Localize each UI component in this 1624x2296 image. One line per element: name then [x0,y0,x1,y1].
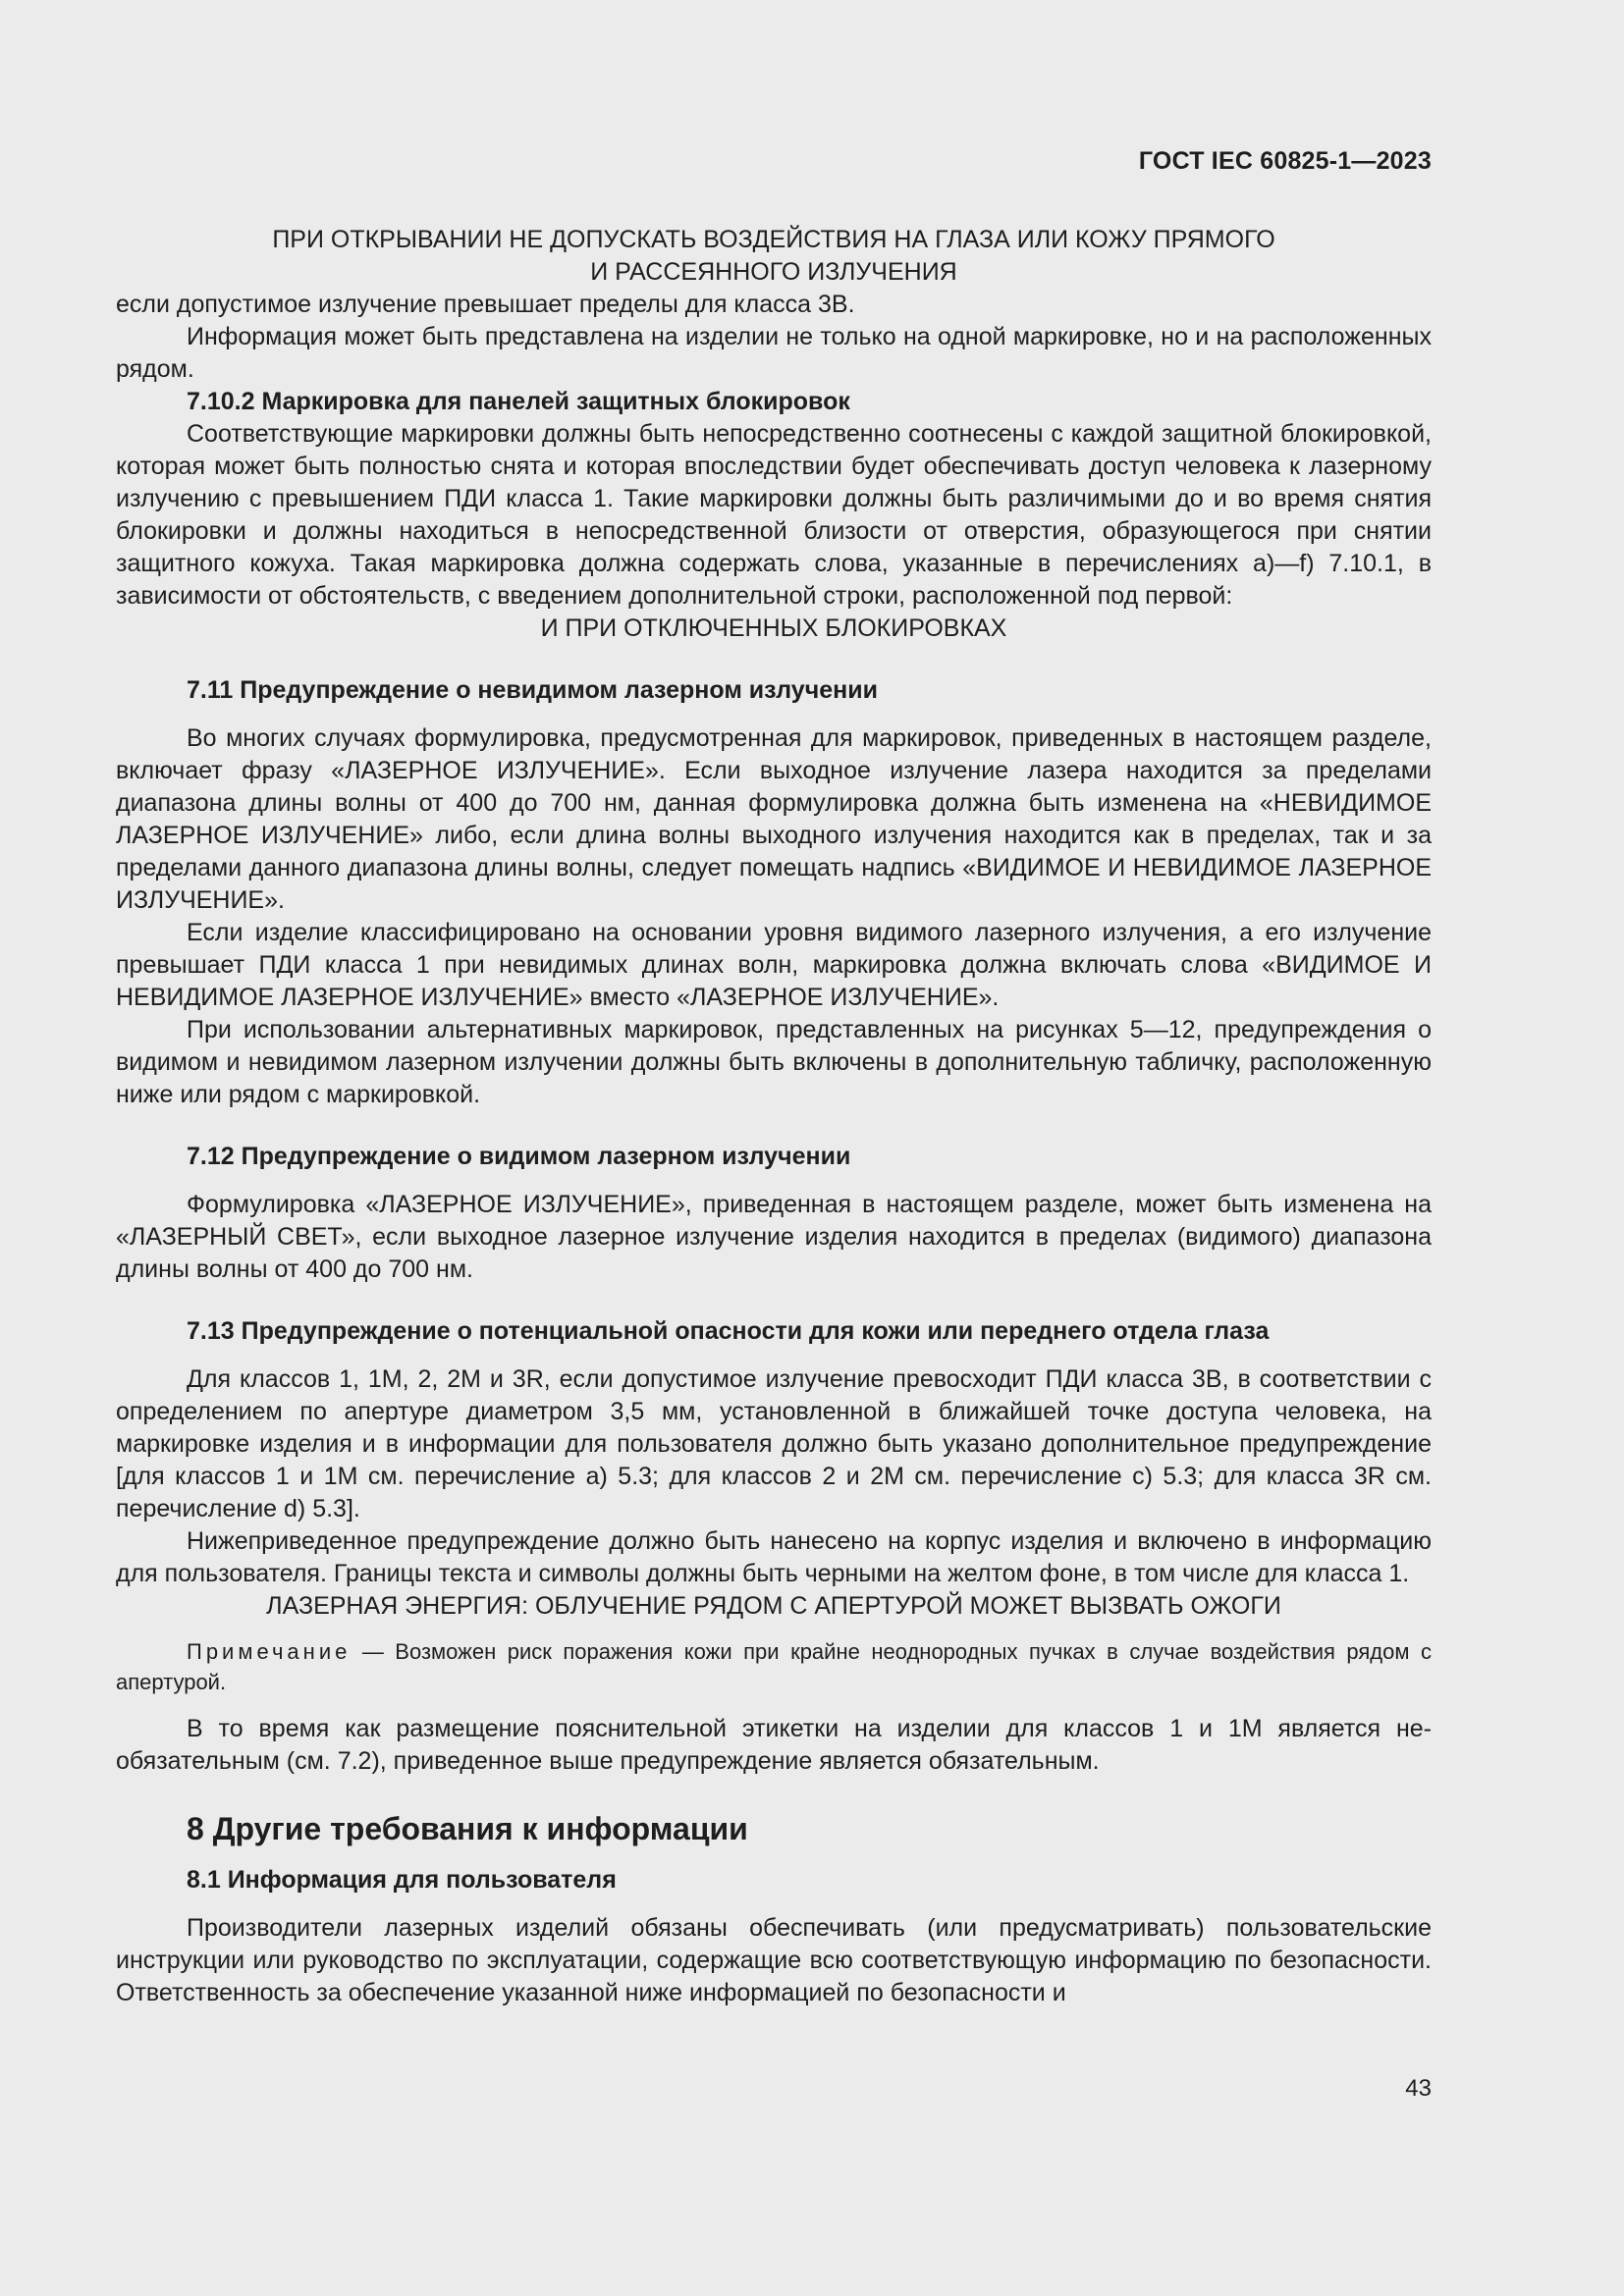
section-heading-7-13: 7.13 Предупреждение о потенциальной опасности для кожи или переднего отдела глаза [187,1317,1270,1345]
warning-caption-line1: ПРИ ОТКРЫВАНИИ НЕ ДОПУСКАТЬ ВОЗДЕЙСТВИЯ НА ГЛАЗА ИЛИ КОЖУ ПРЯМОГО [272,226,1275,253]
page-number: 43 [1405,2075,1432,2102]
paragraph: Информация может быть представлена на изделии не только на одной маркировке, но и на расположенных рядом. [116,323,1432,383]
paragraph: если допустимое излучение превышает пределы для класса 3В. [116,291,855,318]
page-body [116,224,1432,2009]
paragraph: Производители лазерных изделий обязаны обеспечивать (или предусматривать) пользовательские инструкции или руководство по эксплуатации, содержащие всю соответствующую информацию по безопасности. Ответственность за обеспечение указанной ниже информацией по безопасности и [116,1914,1432,2006]
label-caption: И ПРИ ОТКЛЮЧЕННЫХ БЛОКИРОВКАХ [540,614,1007,642]
section-heading-7-11: 7.11 Предупреждение о невидимом лазерном излучении [187,676,878,704]
paragraph: В то время как размещение пояснительной этикетки на изделии для классов 1 и 1М является необязательным (см. 7.2), приведенное выше предупреждение является обязательным. [116,1715,1432,1775]
paragraph: Соответствующие маркировки должны быть непосредственно соотнесены с каждой защитной блокировкой, которая может быть полностью снята и которая впоследствии будет обеспечивать доступ человека к лазерному излучению с превышением ПДИ класса 1. Такие маркировки должны быть различимыми до и во время снятия блокировки и должны находиться в непосредственной близости от отверстия, образующегося при снятии защитного кожуха. Такая маркировка должна содержать слова, указанные в перечислениях а)—f) 7.10.1, в зависимости от обстоятельств, с введением дополнительной строки, расположенной под первой: [116,420,1432,610]
document-id-header: ГОСТ IEC 60825-1—2023 [1138,147,1432,175]
paragraph: При использовании альтернативных маркировок, представленных на рисунках 5—12, предупреждения о видимом и невидимом лазерном излучении должны быть включены в дополнительную табличку, расположенную ниже или рядом с маркировкой. [116,1016,1432,1108]
warning-caption: ЛАЗЕРНАЯ ЭНЕРГИЯ: ОБЛУЧЕНИЕ РЯДОМ С АПЕРТУРОЙ МОЖЕТ ВЫЗВАТЬ ОЖОГИ [266,1592,1281,1620]
note-text: — Возможен риск поражения кожи при крайне неоднородных пучках в случае воздействия рядом с апертурой. [116,1639,1432,1694]
warning-caption-line2: И РАССЕЯННОГО ИЗЛУЧЕНИЯ [590,258,957,286]
paragraph: Если изделие классифицировано на основании уровня видимого лазерного излучения, а его излучение превышает ПДИ класса 1 при невидимых длинах волн, маркировка должна включать слова «ВИДИМОЕ И НЕВИДИМОЕ ЛАЗЕРНОЕ ИЗЛУЧЕНИЕ» вместо «ЛАЗЕРНОЕ ИЗЛУЧЕНИЕ». [116,919,1432,1011]
chapter-heading-8: 8 Другие требования к информации [187,1811,748,1846]
note [116,1636,1432,1697]
paragraph: Нижеприведенное предупреждение должно быть нанесено на корпус изделия и включено в информацию для пользователя. Границы текста и символы должны быть черными на желтом фоне, в том числе для класса 1. [116,1527,1432,1587]
section-heading-8-1: 8.1 Информация для пользователя [187,1866,617,1894]
section-heading-7-10-2: 7.10.2 Маркировка для панелей защитных блокировок [187,388,850,415]
paragraph: Для классов 1, 1М, 2, 2М и 3R, если допустимое излучение превосходит ПДИ класса 3В, в соответствии с определением по апертуре диаметром 3,5 мм, установленной в ближайшей точке доступа человека, на маркировке изделия и в информации для пользователя должно быть указано дополнительное предупреждение [для классов 1 и 1М см. перечисление а) 5.3; для классов 2 и 2М см. перечисление с) 5.3; для класса 3R см. перечисление d) 5.3]. [116,1365,1432,1522]
paragraph: Во многих случаях формулировка, предусмотренная для маркировок, приведенных в настоящем разделе, включает фразу «ЛАЗЕРНОЕ ИЗЛУЧЕНИЕ». Если выходное излучение лазера находится за пределами диапазона длины волны от 400 до 700 нм, данная формулировка должна быть изменена на «НЕВИДИМОЕ ЛАЗЕРНОЕ ИЗЛУЧЕНИЕ» либо, если длина волны выходного излучения находится как в пределах, так и за пределами данного диапазона длины волны, следует помещать надпись «ВИДИМОЕ И НЕВИДИМОЕ ЛАЗЕРНОЕ ИЗЛУЧЕНИЕ». [116,724,1432,914]
section-heading-7-12: 7.12 Предупреждение о видимом лазерном излучении [187,1143,851,1170]
paragraph: Формулировка «ЛАЗЕРНОЕ ИЗЛУЧЕНИЕ», приведенная в настоящем разделе, может быть изменена на «ЛАЗЕРНЫЙ СВЕТ», если выходное лазерное излучение изделия находится в пределах (видимого) диапазона длины волны от 400 до 700 нм. [116,1191,1432,1283]
note-label: Примечание [187,1639,352,1664]
